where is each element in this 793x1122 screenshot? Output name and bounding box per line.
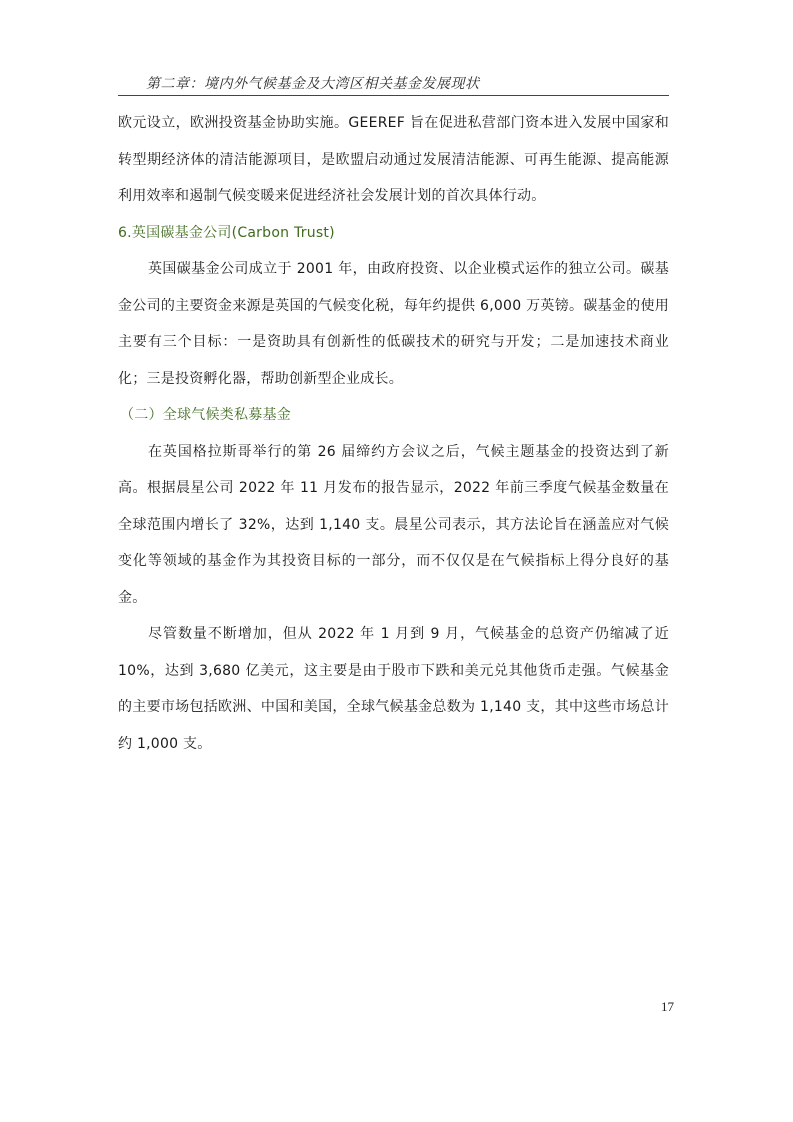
section-heading-carbon-trust: 6.英国碳基金公司(Carbon Trust) <box>118 224 335 241</box>
section-heading-private-funds: （二）全球气候类私募基金 <box>120 407 291 423</box>
paragraph-carbon-trust: 英国碳基金公司成立于 2001 年，由政府投资、以企业模式运作的独立公司。碳基金公司的主要资金来源是英国的气候变化税，每年约提供 6,000 万英镑。碳基金的使用主要有三个目标：一是资助具有创新性的低碳技术的研究与开发；二是加速技术商业化；三是投资孵化器，帮助创新型企业成长。 <box>118 261 669 387</box>
paragraph-private-funds-1: 在英国格拉斯哥举行的第 26 届缔约方会议之后，气候主题基金的投资达到了新高。根据晨星公司 2022 年 11 月发布的报告显示，2022 年前三季度气候基金数量在全球范围内增长了 32%，达到 1,140 支。晨星公司表示，其方法论旨在涵盖应对气候变化等领域的基金作为其投资目标的一部分，而不仅仅是在气候指标上得分良好的基金。 <box>118 443 669 606</box>
paragraph-private-funds-2: 尽管数量不断增加，但从 2022 年 1 月到 9 月，气候基金的总资产仍缩减了近 10%，达到 3,680 亿美元，这主要是由于股市下跌和美元兑其他货币走强。气候基金的主要市场包括欧洲、中国和美国，全球气候基金总数为 1,140 支，其中这些市场总计约 1,000 支。 <box>118 626 669 752</box>
header-divider <box>118 95 669 96</box>
chapter-header: 第二章：境内外气候基金及大湾区相关基金发展现状 <box>146 76 480 92</box>
page-number: 17 <box>661 999 674 1014</box>
body-content <box>118 105 669 762</box>
paragraph-continuation: 欧元设立，欧洲投资基金协助实施。GEEREF 旨在促进私营部门资本进入发展中国家和转型期经济体的清洁能源项目，是欧盟启动通过发展清洁能源、可再生能源、提高能源利用效率和遏制气候变暖来促进经济社会发展计划的首次具体行动。 <box>118 115 669 204</box>
